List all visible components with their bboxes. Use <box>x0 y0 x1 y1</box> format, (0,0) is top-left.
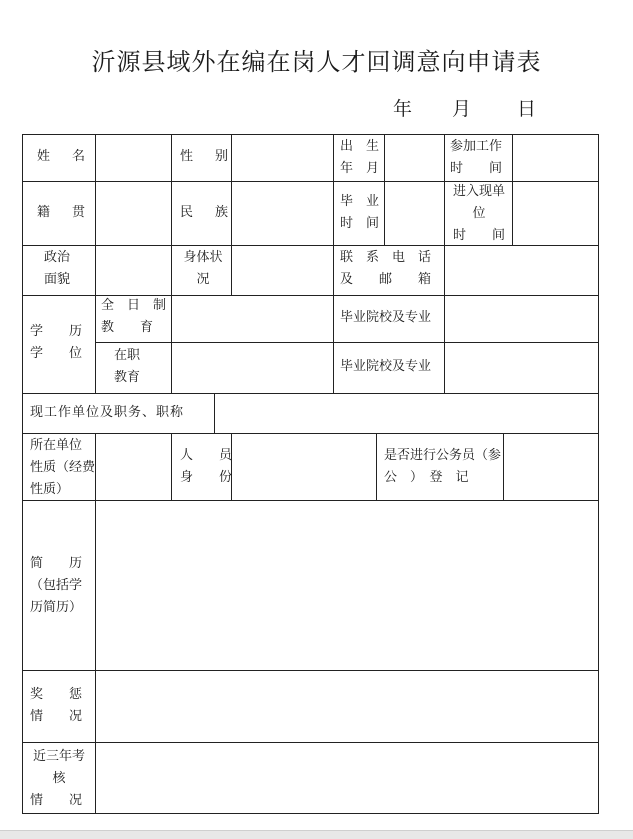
fulltime-school-field[interactable] <box>445 296 598 342</box>
resume-field[interactable] <box>96 501 598 670</box>
col-divider <box>333 295 334 393</box>
ethnic-field[interactable] <box>232 182 333 245</box>
name-label: 姓 名 <box>37 149 86 164</box>
work-start-field[interactable] <box>513 135 598 181</box>
form-title: 沂源县域外在编在岗人才回调意向申请表 <box>91 48 542 76</box>
current-job-label: 现工作单位及职务、职称 <box>30 405 185 420</box>
parttime-school-field[interactable] <box>445 343 598 393</box>
education-label: 学 历 学 位 <box>30 324 83 361</box>
col-divider <box>171 433 172 500</box>
grad-time-label: 毕 业 时 间 <box>340 194 380 231</box>
join-unit-label: 进入现单 位 时 间 <box>452 184 505 243</box>
parttime-degree-field[interactable] <box>172 343 333 393</box>
unit-nature-label: 所在单位 性质（经费 性质） <box>30 438 96 497</box>
origin-label: 籍 贯 <box>37 205 86 220</box>
date-day: 日 <box>517 98 537 120</box>
birth-date-field[interactable] <box>385 135 444 181</box>
ethnic-label: 民 族 <box>180 205 229 220</box>
unit-nature-field[interactable] <box>96 434 171 500</box>
assessment-field[interactable] <box>96 743 598 813</box>
school-major-label-2: 毕业院校及专业 <box>340 359 432 374</box>
col-divider <box>171 134 172 295</box>
civil-servant-label: 是否进行公务员（参 公 ） 登 记 <box>384 448 502 485</box>
gender-label: 性 别 <box>180 149 229 164</box>
resume-label: 简 历 （包括学 历简历） <box>30 556 83 615</box>
political-field[interactable] <box>96 246 171 295</box>
date-month: 月 <box>452 98 472 120</box>
political-label: 政治 面貌 <box>44 250 71 287</box>
rewards-field[interactable] <box>96 671 598 742</box>
name-field[interactable] <box>96 135 171 181</box>
contact-label: 联 系 电 话 及 邮 箱 <box>340 250 432 287</box>
assessment-label: 近三年考 核 情 况 <box>30 749 85 808</box>
work-start-label: 参加工作 时 间 <box>450 139 503 176</box>
health-label: 身体状 况 <box>183 250 223 287</box>
rewards-label: 奖 惩 情 况 <box>30 687 83 724</box>
horizontal-scrollbar[interactable] <box>0 831 633 839</box>
col-divider <box>333 134 334 295</box>
current-job-field[interactable] <box>215 394 598 433</box>
col-divider <box>95 295 96 393</box>
fulltime-education-label: 全 日 制 教 育 <box>101 298 167 335</box>
origin-field[interactable] <box>96 182 171 245</box>
birth-label: 出 生 年 月 <box>340 139 380 176</box>
join-unit-field[interactable] <box>513 182 598 245</box>
civil-servant-field[interactable] <box>504 434 598 500</box>
health-field[interactable] <box>232 246 333 295</box>
personnel-identity-field[interactable] <box>232 434 376 500</box>
fulltime-degree-field[interactable] <box>172 296 333 342</box>
col-divider <box>376 433 377 500</box>
school-major-label-1: 毕业院校及专业 <box>340 310 432 325</box>
parttime-education-label: 在职 教育 <box>114 348 141 385</box>
grad-time-field[interactable] <box>385 182 444 245</box>
contact-field[interactable] <box>445 246 598 295</box>
personnel-identity-label: 人 员 身 份 <box>180 448 233 485</box>
date-year: 年 <box>393 98 413 120</box>
gender-field[interactable] <box>232 135 333 181</box>
